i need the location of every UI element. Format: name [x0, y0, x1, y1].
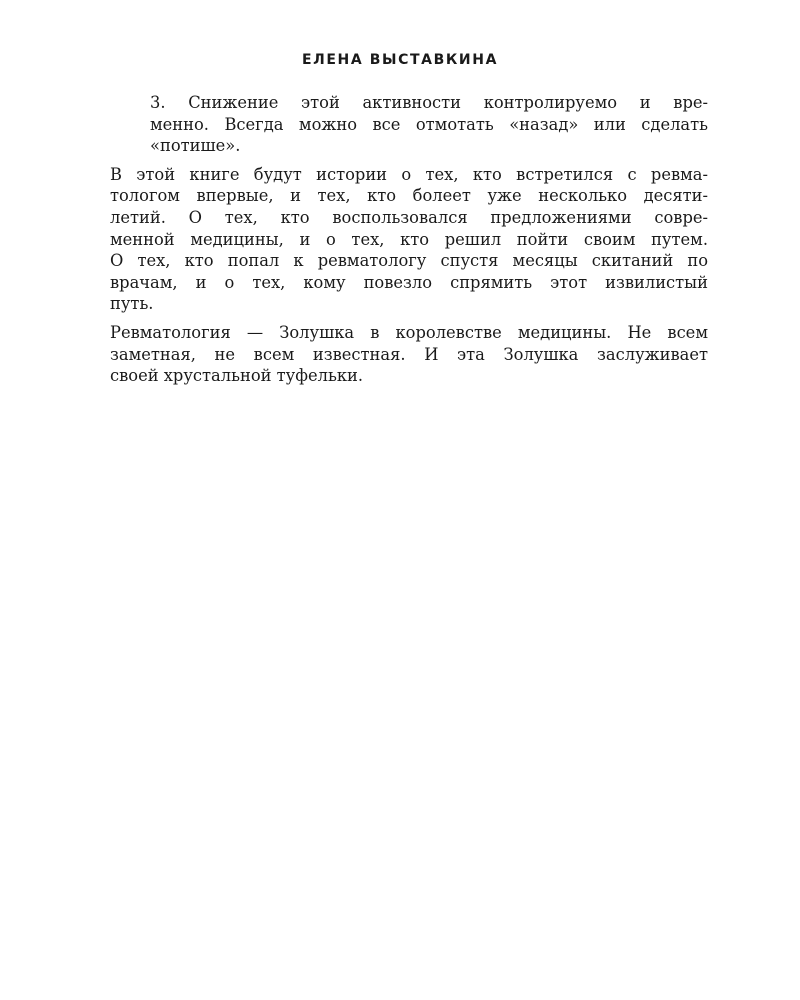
text-line: «потише».	[150, 136, 241, 156]
text-line: летий. О тех, кто воспользовался предложениями совре-	[110, 207, 708, 227]
text-line: путь.	[110, 294, 154, 314]
body-text	[110, 92, 708, 387]
text-line: заметная, не всем известная. И эта Золушка заслуживает	[110, 344, 708, 364]
paragraph-cinderella	[110, 322, 708, 387]
text-line: своей хрустальной туфельки.	[110, 366, 364, 386]
text-line: В этой книге будут истории о тех, кто встретился с ревма-	[110, 164, 708, 184]
text-line: менной медицины, и о тех, кто решил пойти своим путем.	[110, 229, 708, 249]
paragraph-stories	[110, 164, 708, 315]
list-item-3	[150, 92, 708, 157]
text-line: менно. Всегда можно все отмотать «назад» или сделать	[150, 114, 708, 134]
text-line: врачам, и о тех, кому повезло спрямить этот извилистый	[110, 272, 708, 292]
text-line: тологом впервые, и тех, кто болеет уже несколько десяти-	[110, 186, 708, 206]
text-line: О тех, кто попал к ревматологу спустя месяцы скитаний по	[110, 251, 708, 271]
running-head: ЕЛЕНА ВЫСТАВКИНА	[302, 52, 498, 68]
text-line: 3. Снижение этой активности контролируемо и вре-	[150, 93, 708, 112]
text-line: Ревматология — Золушка в королевстве медицины. Не всем	[110, 322, 708, 342]
